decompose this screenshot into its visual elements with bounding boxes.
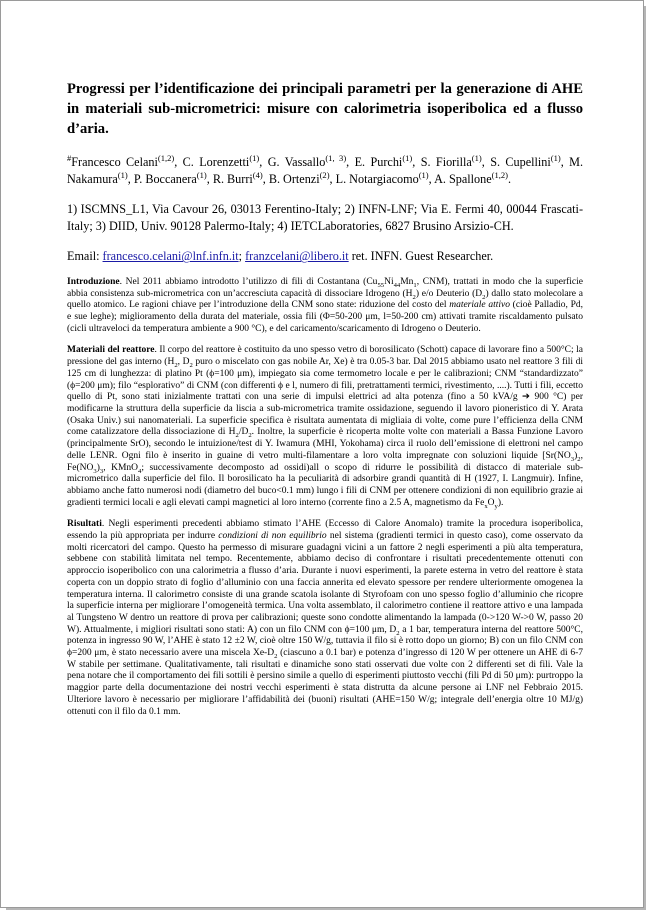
subscript: 2 [248, 432, 252, 440]
subscript: 2 [189, 362, 193, 370]
text-run: ) e/o Deuterio (D [415, 288, 483, 299]
author-name: C. Lorenzetti [182, 155, 250, 169]
text-run: . Inoltre, la superficie è ricoperta molte volte con materiali a Bassa Funzione Lavoro (principalmente SrO), secondo le intuizione/test di Y. Iwamura (MHI, Yokohama) circa il ruolo dell’emissione di elettroni nel campo delle LENR. Ogni filo è inserito in guaine di vetro multi-filamentare a loro volta impregnate con soluzioni liquide [Sr(NO [67, 427, 583, 461]
text-run: Mn [400, 276, 414, 287]
subscript: 3 [93, 467, 97, 475]
affiliations: 1) ISCMNS_L1, Via Cavour 26, 03013 Ferentino-Italy; 2) INFN-LNF; Via E. Fermi 40, 00044 Frascati-Italy; 3) DIID, Univ. 90128 Palermo-Italy; 4) IETCLaboratories, 6827 Brusino Arsizio-CH. [67, 202, 583, 233]
text-run: nel sistema (gradienti termici in questo caso), come osservato da molti ricercatori del campo. Questo ha permesso di misurare guadagni vicini a un fattore 2 negli esperimenti a più alta temperatura, sebbene con stabilità limitata nel tempo. Recentemente, abbiamo deciso di confrontare i risultati precedentemente ottenuti con approccio isoperibolico con una calorimetria a flusso d’aria. Durante i nuovi esperimenti, la parete esterna in vetro del reattore è stata coperta con un doppio strato di foglio d’alluminio con una faccia annerita ed elevato spessore per rendere ulteriormente omogenea la temperatura interna. Il calorimetro consiste di una grande scatola isolante di Styrofoam con uno spesso foglio d’alluminio che ricopre la superficie interna per migliorare l’omogeneità termica. Una volta assemblato, il calorimetro contiene il reattore attivo e una lampada al Tungsteno W dentro un reattore di prova per calibrazioni; queste sono condotte alimentando la lampada (0->120 W->0 W, passo 20 W). Attualmente, i migliori risultati sono stati: A) con un filo CNM con ϕ=100 μm, D [67, 531, 583, 635]
author-affil: (2) [319, 169, 330, 180]
italic-run: condizioni di non equilibrio [218, 531, 327, 542]
document-content [67, 79, 583, 728]
author-name: P. Boccanera [133, 171, 197, 186]
subscript: 44 [393, 281, 401, 289]
text-run: /D [238, 427, 249, 438]
text-run: , CNM), trattati in modo che la superficie abbia consistenza sub-micrometrica con un’accresciuta capacità di dissociare Idrogeno (H [67, 276, 584, 299]
author-affil: (1,2) [491, 169, 508, 180]
text-run: (cioè Palladio, Pd, e sue leghe); miglioramento della durata del materiale, ossia fili (Φ=50-200 μm, l=50-200 cm) attivati tramite riscaldamento pulsato (cicli ultraveloci da temperatura ambiente a 900 °C), e del caricamento/scaricamento di Idrogeno o Deuterio. [67, 300, 583, 334]
author-affil: (1, 3) [325, 152, 347, 163]
subscript: 2 [577, 455, 581, 463]
subscript: y [494, 502, 498, 510]
email-note: ret. INFN. Guest Researcher. [351, 249, 494, 264]
email-label: Email: [67, 249, 100, 264]
author-affil: (1,2) [157, 152, 175, 163]
text-run: . Nel 2011 abbiamo introdotto l’utilizzo di fili di Costantana (Cu [119, 276, 378, 287]
text-run: ) [96, 462, 100, 473]
text-run: ) dallo stato molecolare a quello atomico. Le ragioni chiave per l’introduzione della CNM sono state: riduzione del costo del [67, 288, 583, 311]
author-affil: (1) [418, 169, 429, 180]
email-link-2[interactable]: franzcelani@libero.it [245, 249, 349, 264]
section-heading: Materiali del reattore [67, 345, 155, 356]
subscript: 4 [138, 467, 142, 475]
author-name: R. Burri [212, 171, 253, 186]
email-line [67, 248, 583, 265]
subscript: 2 [274, 652, 278, 660]
subscript: 2 [412, 293, 416, 301]
author-affil: (1) [196, 169, 207, 180]
subscript: 2 [396, 629, 400, 637]
author-name: E. Purchi [354, 155, 403, 169]
author-list: #Francesco Celani$^{(1,2)}$, C. Lorenzetti$^{(1)}$, G. Vassallo$^{(1, 3)}$, E. Purchi$^{(1)}$, S. Fiorilla$^{(1)}$, S. Cupellini$^{(1)}$, M. Nakamura$^{(1)}$, P. Boccanera$^{(1)}$, R. Burri$^{(4)}$, B. Ortenzi$^{(2)}$, L. Notargiacomo$^{(1)}$, A. Spallone$^{(1,2)}$. [67, 152, 584, 186]
author-name: Francesco Celani [71, 155, 158, 169]
author-affil: (1) [249, 152, 260, 163]
subscript: 3 [99, 467, 104, 475]
subscript: 2 [235, 432, 239, 440]
subscript: 2 [174, 362, 178, 370]
text-run: , KMnO [103, 462, 139, 473]
section-heading: Introduzione [67, 276, 120, 287]
author-suffix: . [507, 171, 512, 186]
author-affil: (1) [117, 169, 128, 180]
section-materiali [67, 345, 583, 509]
author-name: S. Cupellini [490, 155, 551, 169]
subscript: 2 [482, 293, 486, 301]
author-affil: (1) [471, 152, 482, 163]
paper-title: Progressi per l’identificazione dei principali parametri per la generazione di AHE in materiali sub-micrometrici: misure con calorimetria isoperibolica ed a flusso d’aria. [67, 81, 583, 137]
author-prefix: # [67, 152, 72, 163]
author-name: G. Vassallo [267, 155, 326, 169]
author-name: M. Nakamura [67, 155, 584, 186]
section-heading: Risultati [67, 519, 102, 530]
author-affil: (1) [402, 152, 413, 163]
italic-run: materiale attivo [449, 300, 510, 311]
text-run: ) [574, 450, 578, 461]
email-link-1[interactable]: francesco.celani@lnf.infn.it [102, 249, 239, 264]
text-run: . Negli esperimenti precedenti abbiamo stimato l’AHE (Eccesso di Calore Anomalo) tramite la procedura isoperibolica, essendo la più appropriata per indurre [67, 519, 583, 542]
author-affil: (4) [252, 169, 263, 180]
text-run: , Fe(NO [67, 450, 583, 473]
text-run: puro o miscelato con gas nobile Ar, Xe) è tra 0.05-3 bar. Dal 2015 abbiamo usato nel reattore 3 fili di 125 cm di lunghezza: di platino Pt (ϕ=100 μm), impiegato sia come termometro locale e per le calibrazioni; CNM “standardizzato” (ϕ=200 μm); filo “esplorativo” di CNM (con differenti ϕ e l, numero di fili, pretrattamenti termici, rivestimento, ....). Tutti i fili, eccetto quello di Pt, sono stati inizialmente trattati con una serie di impulsi elettrici ad alta potenza (fino a 50 kVA/g ➔ 900 °C) per modificarne la struttura della superficie da liscia a sub-micrometrica tramite ossidazione, seguendo il lavoro pioneristico di Y. Arata (Osaka Univ.) sui nanomateriali. La superficie specifica è risultata aumentata di migliaia di volte, come pure l’efficienza della CNM come catalizzatore della dissociazione di H [67, 357, 583, 438]
text-run: (ciascuno a 0.1 bar) e potenza d’ingresso di 120 W per ottenere un AHE di 6-7 W stabile per settimane. Qualitativamente, tali risultati e dinamiche sono stati osservati due volte con 2 differenti set di fili. Vale la pena notare che il comportamento dei fili sottili è persino simile a quello di esperimenti piuttosto vecchi (fili Pd di 50 μm): purtroppo la maggior parte della documentazione dei nostri vecchi esperimenti è stata distrutta da alcune persone ai LNF nel Febbraio 2015. Ulteriore lavoro è necessario per migliorare l’affidabilità dei (buoni) risultati (AHE=150 W/g; integrale dell’energia oltre 10 MJ/g) ottenuti con il filo da 0.1 mm. [67, 648, 583, 717]
text-run: ; successivamente decomposto ad ossidi)all o scopo di ridurre le possibilità di distacco di materiale sub-micrometrico dalla superficie del filo. Il borosilicato ha la peculiarità di adsorbire grandi quantità di H (1927, I. Langmuir). Infine, abbiamo anche fatto numerosi nodi (diametro del buco<0.1 mm) lungo i fili di CNM per ottenere condizioni di non equilibrio grazie ai gradienti termici locali e agli elevati campi magnetici al loro interno (corrente fino a 2.5 A, magnetismo da Fe [67, 462, 584, 508]
subscript: x [484, 502, 488, 510]
text-run: Ni [384, 276, 394, 287]
author-name: A. Spallone [434, 171, 492, 186]
text-run: , D [177, 357, 190, 368]
subscript: 1 [413, 281, 417, 289]
text-run: a 1 bar, temperatura interna del reattore 500°C, potenza in ingresso 90 W, l’AHE è stato 12 ±2 W, cioè oltre 150 W/g, tuttavia il filo si è rotto dopo un giorno; B) con un filo CNM con ϕ=200 μm, è stato necessario avere una miscela Xe-D [67, 624, 583, 659]
text-run: ). [497, 497, 504, 508]
subscript: 55 [377, 281, 385, 289]
text-run: . Il corpo del reattore è costituito da uno spesso vetro di borosilicato (Schott) capace di lavorare fino a 500°C; la pressione del gas interno (H [67, 345, 583, 368]
text-run: O [487, 497, 495, 508]
author-name: S. Fiorilla [420, 155, 472, 169]
email-separator: ; [238, 249, 243, 264]
subscript: 3 [570, 455, 575, 463]
author-affil: (1) [550, 152, 561, 163]
section-introduzione [67, 277, 583, 336]
section-risultati [67, 519, 583, 718]
author-name: B. Ortenzi [268, 171, 320, 186]
author-name: L. Notargiacomo [335, 171, 419, 186]
